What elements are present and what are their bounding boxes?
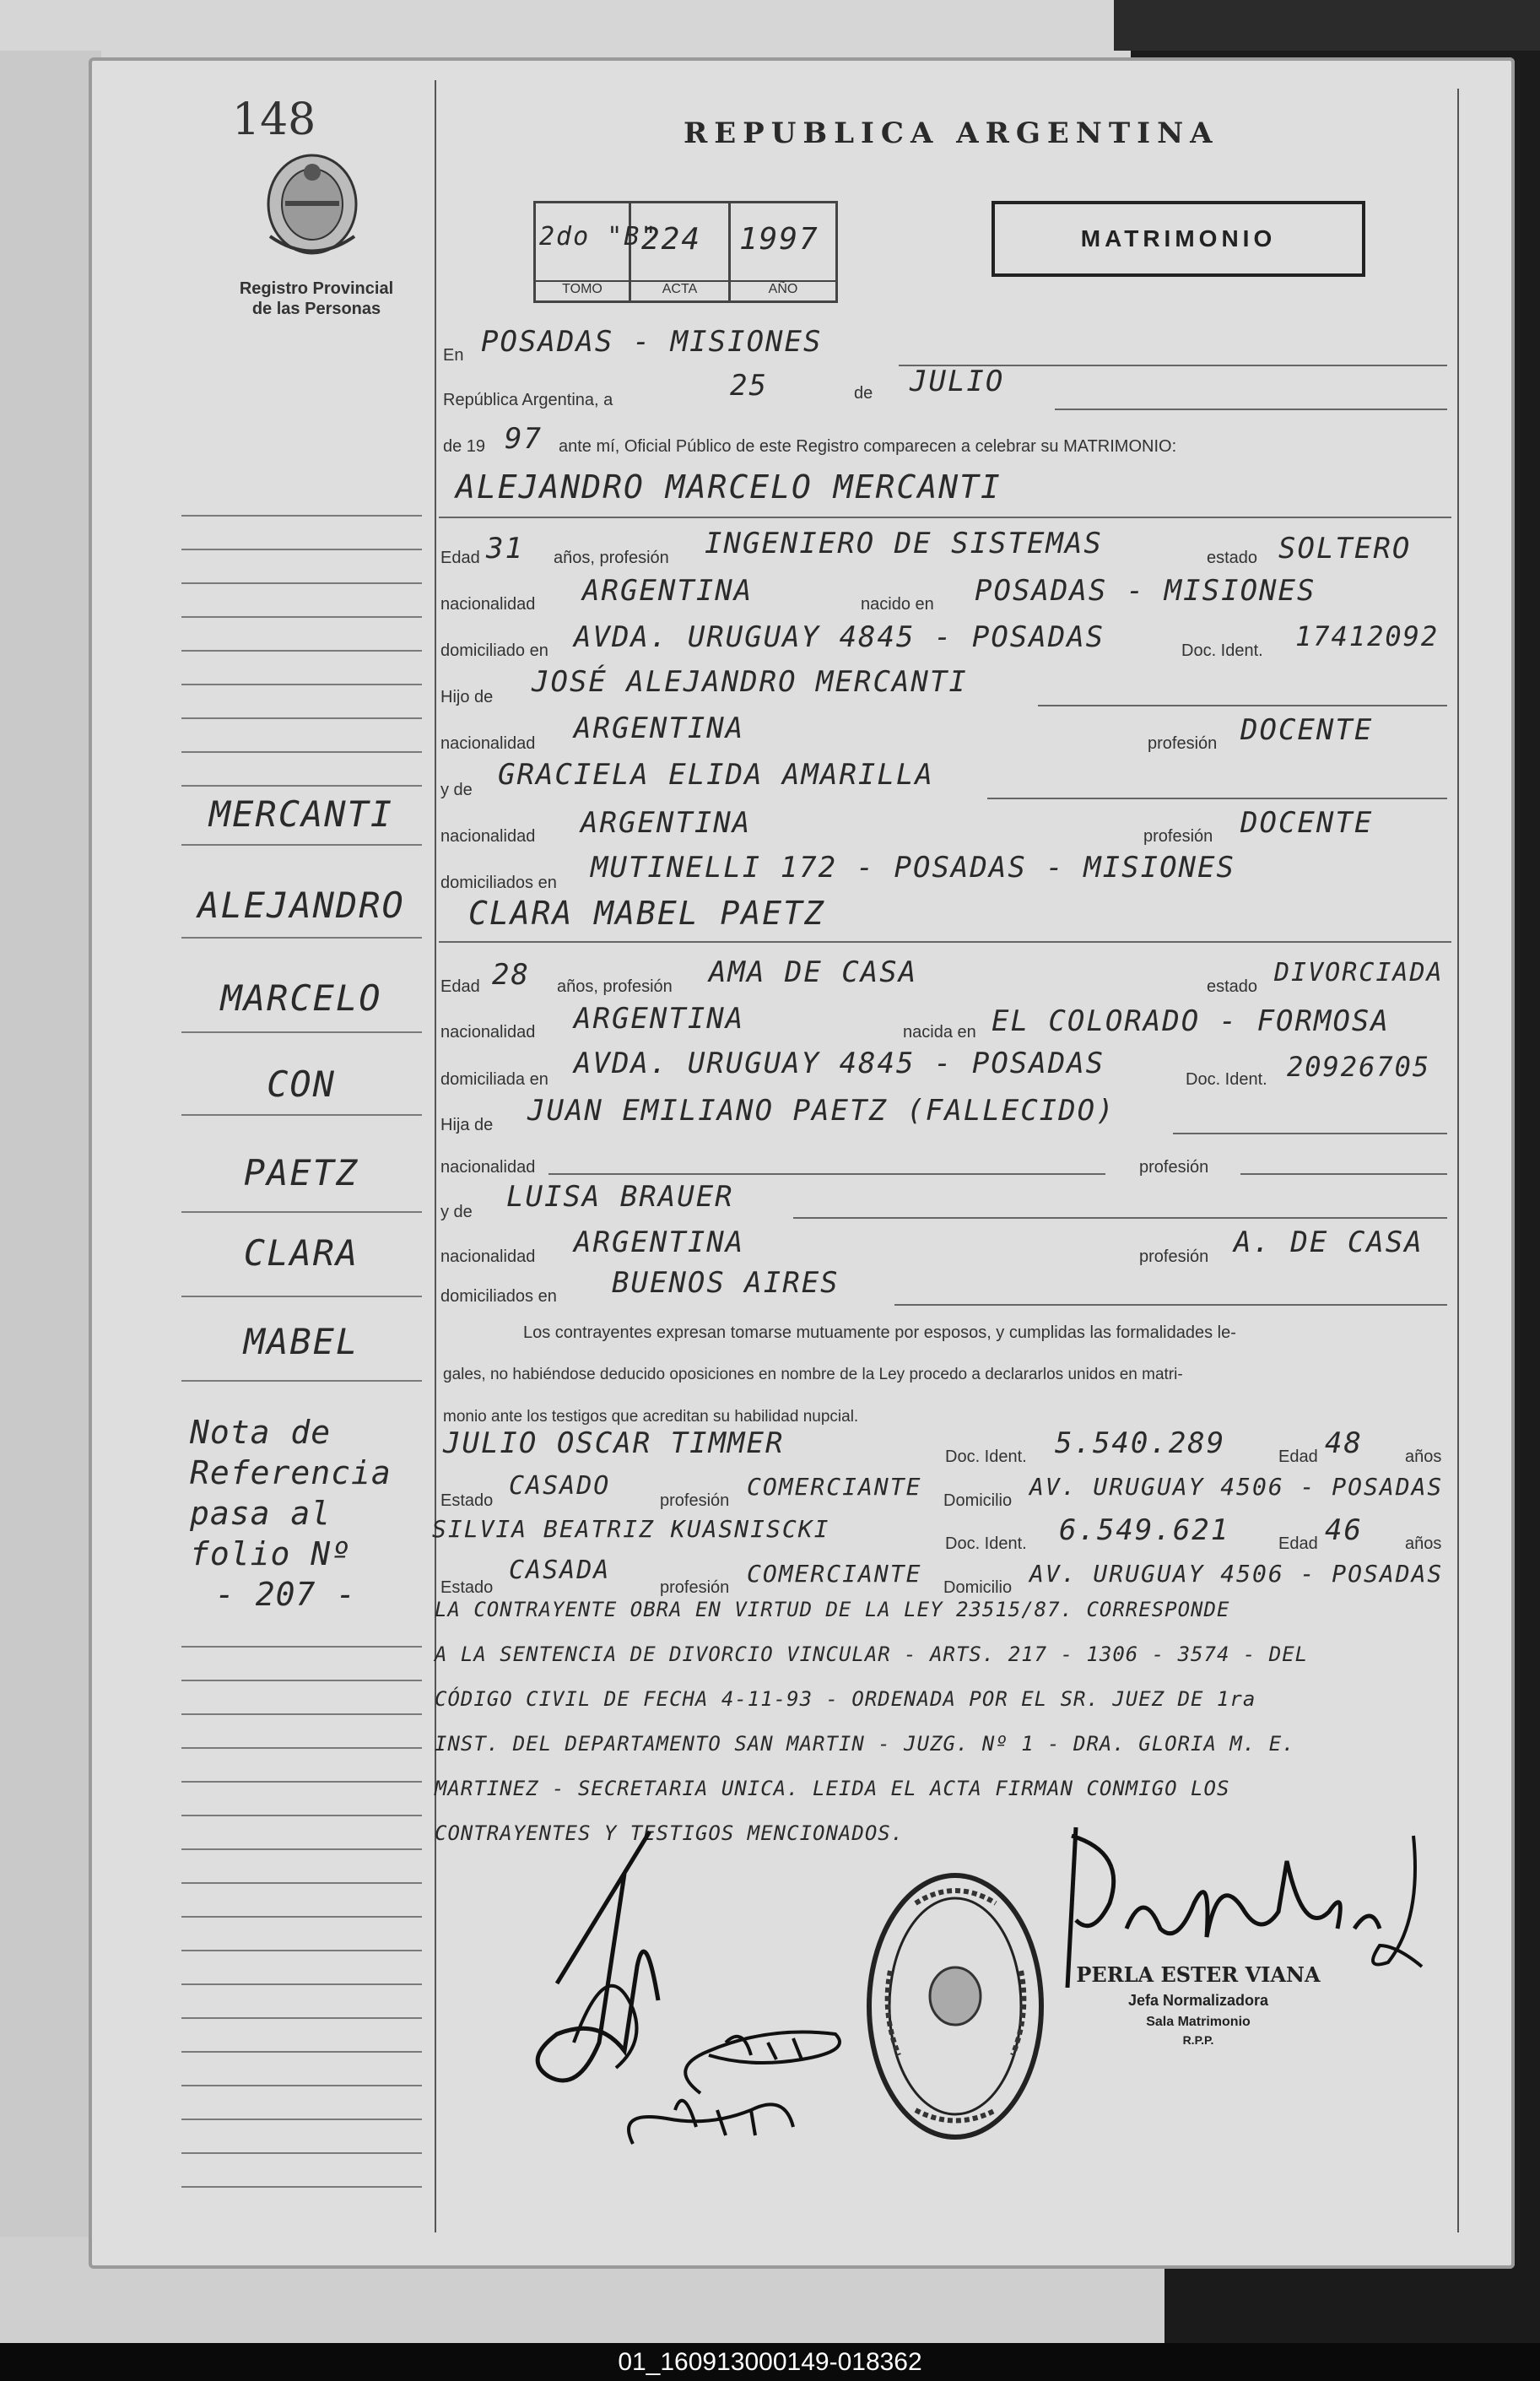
- witness1-address: AV. URUGUAY 4506 - POSADAS: [1029, 1473, 1444, 1501]
- groom-mother-prof-label: profesión: [1143, 827, 1213, 846]
- witness2-doc-label: Doc. Ident.: [945, 1534, 1027, 1553]
- registry-line1: Registro Provincial: [239, 279, 394, 298]
- witness2-estado-label: Estado: [440, 1578, 494, 1597]
- groom-father: JOSÉ ALEJANDRO MERCANTI: [532, 665, 968, 699]
- witness1-age: 48: [1325, 1426, 1363, 1460]
- bride-status: DIVORCIADA: [1274, 958, 1444, 988]
- groom-age: 31: [486, 532, 524, 565]
- bride-father-prof-label: profesión: [1139, 1158, 1209, 1177]
- ano-label: AÑO: [731, 280, 835, 297]
- bride-edad-label: Edad: [440, 977, 480, 996]
- country-title: REPUBLICA ARGENTINA: [684, 116, 1219, 150]
- witness1-prof-label: profesión: [660, 1491, 730, 1510]
- bride-parents-address: BUENOS AIRES: [612, 1266, 840, 1300]
- declaration-line3: monio ante los testigos que acreditan su habilidad nupcial.: [443, 1408, 859, 1426]
- official-seal: [865, 1870, 1046, 2144]
- declaration-line1: Los contrayentes expresan tomarse mutuamente por esposos, y cumplidas las formalidades le-: [523, 1323, 1236, 1342]
- acta-value: 224: [641, 222, 702, 257]
- groom-father-nationality: ARGENTINA: [574, 712, 745, 745]
- image-caption: 01_160913000149-018362: [0, 2343, 1540, 2381]
- bride-mother-profession: A. DE CASA: [1234, 1226, 1424, 1259]
- page-number: 148: [232, 95, 316, 145]
- bride-mother-nac-label: nacionalidad: [440, 1247, 536, 1266]
- bride-doc: 20926705: [1287, 1051, 1431, 1083]
- witness1-estado-label: Estado: [440, 1491, 494, 1510]
- margin-con: CON: [267, 1063, 336, 1105]
- margin-firstname-groom: ALEJANDRO: [197, 885, 405, 926]
- groom-edad-label: Edad: [440, 549, 480, 567]
- officer-abbr: R.P.P.: [1182, 2033, 1214, 2047]
- groom-doc-label: Doc. Ident.: [1181, 641, 1263, 660]
- republica-label: República Argentina, a: [443, 391, 613, 409]
- bride-mother: LUISA BRAUER: [506, 1180, 734, 1214]
- witness2-status: CASADA: [509, 1556, 611, 1585]
- bride-age: 28: [492, 958, 530, 992]
- witness2-address: AV. URUGUAY 4506 - POSADAS: [1029, 1560, 1444, 1588]
- record-box: [533, 201, 838, 303]
- officer-stamp: [1072, 1962, 1325, 2047]
- groom-profession: INGENIERO DE SISTEMAS: [705, 527, 1103, 560]
- witness2-prof-label: profesión: [660, 1578, 730, 1597]
- note-line: INST. DEL DEPARTAMENTO SAN MARTIN - JUZG. Nº 1 - DRA. GLORIA M. E.: [435, 1732, 1295, 1756]
- witness2-anos-label: años: [1405, 1534, 1442, 1553]
- bride-anos-label: años, profesión: [557, 977, 673, 996]
- margin-middlename-groom: MARCELO: [220, 977, 382, 1019]
- bride-estado-label: estado: [1207, 977, 1258, 996]
- place-value: POSADAS - MISIONES: [481, 325, 823, 359]
- groom-hijo-label: Hijo de: [440, 688, 494, 706]
- act-type-box: [992, 201, 1365, 277]
- year-suffix-value: 97: [505, 422, 543, 456]
- margin-column: [173, 498, 426, 2220]
- margin-reference-note: [190, 1414, 426, 1616]
- bride-hija-label: Hija de: [440, 1116, 494, 1134]
- witness2-name: SILVIA BEATRIZ KUASNISCKI: [432, 1515, 830, 1543]
- month-value: JULIO: [910, 365, 1005, 398]
- bride-birthplace: EL COLORADO - FORMOSA: [992, 1004, 1390, 1038]
- acta-label: ACTA: [631, 280, 728, 297]
- witness1-name: JULIO OSCAR TIMMER: [443, 1426, 785, 1460]
- note-line: Nota de: [190, 1414, 332, 1451]
- bride-father: JUAN EMILIANO PAETZ (FALLECIDO): [527, 1094, 1116, 1128]
- year-prefix-label: de 19: [443, 437, 486, 456]
- ano-value: 1997: [739, 222, 819, 257]
- act-type-label: MATRIMONIO: [1080, 225, 1277, 252]
- witness1-status: CASADO: [509, 1471, 611, 1501]
- groom-nacido-label: nacido en: [861, 595, 934, 614]
- bride-nac-label: nacionalidad: [440, 1023, 536, 1042]
- bride-mother-nationality: ARGENTINA: [574, 1226, 745, 1259]
- witness1-doc: 5.540.289: [1055, 1426, 1226, 1460]
- officer-title: Jefa Normalizadora: [1127, 1992, 1269, 2009]
- registry-name: [215, 279, 418, 319]
- groom-mother: GRACIELA ELIDA AMARILLA: [498, 758, 934, 792]
- bride-doms-label: domiciliados en: [440, 1287, 557, 1306]
- note-line: CÓDIGO CIVIL DE FECHA 4-11-93 - ORDENADA POR EL SR. JUEZ DE 1ra: [435, 1687, 1256, 1711]
- bride-dom-label: domiciliada en: [440, 1070, 548, 1089]
- groom-mother-line: [987, 798, 1447, 799]
- groom-address: AVDA. URUGUAY 4845 - POSADAS: [574, 620, 1105, 654]
- groom-dom-label: domiciliado en: [440, 641, 548, 660]
- bride-father-line: [1173, 1133, 1447, 1134]
- bride-mother-prof-label: profesión: [1139, 1247, 1209, 1266]
- groom-doc: 17412092: [1295, 620, 1440, 652]
- groom-father-prof-label: profesión: [1148, 734, 1218, 753]
- witness2-age: 46: [1325, 1513, 1363, 1547]
- margin-surname-groom: MERCANTI: [208, 793, 394, 835]
- witness1-dom-label: Domicilio: [943, 1491, 1013, 1510]
- groom-yde-label: y de: [440, 781, 473, 799]
- registry-line2: de las Personas: [251, 300, 381, 318]
- groom-estado-label: estado: [1207, 549, 1258, 567]
- witness1-profession: COMERCIANTE: [747, 1473, 922, 1501]
- left-page-edge: [0, 51, 101, 2245]
- groom-father-line: [1038, 705, 1447, 706]
- groom-doms-label: domiciliados en: [440, 874, 557, 892]
- groom-mother-nac-label: nacionalidad: [440, 827, 536, 846]
- note-line: CONTRAYENTES Y TESTIGOS MENCIONADOS.: [435, 1821, 905, 1845]
- tomo-label: TOMO: [536, 280, 629, 297]
- bride-father-nac-label: nacionalidad: [440, 1158, 536, 1177]
- groom-mother-profession: DOCENTE: [1240, 806, 1374, 840]
- witness1-doc-label: Doc. Ident.: [945, 1448, 1027, 1466]
- groom-anos-label: años, profesión: [554, 549, 669, 567]
- margin-middlename-bride: MABEL: [243, 1321, 359, 1362]
- intro-text: ante mí, Oficial Público de este Registro comparecen a celebrar su MATRIMONIO:: [559, 437, 1177, 456]
- note-line: Referencia: [190, 1454, 392, 1491]
- officer-name: PERLA ESTER VIANA: [1076, 1962, 1321, 1987]
- groom-father-profession: DOCENTE: [1240, 713, 1374, 747]
- groom-birthplace: POSADAS - MISIONES: [975, 574, 1316, 608]
- note-line: A LA SENTENCIA DE DIVORCIO VINCULAR - ARTS. 217 - 1306 - 3574 - DEL: [435, 1642, 1309, 1666]
- witness2-profession: COMERCIANTE: [747, 1560, 922, 1588]
- bride-doc-label: Doc. Ident.: [1186, 1070, 1267, 1089]
- bride-name: CLARA MABEL PAETZ: [468, 895, 825, 932]
- witness2-dom-label: Domicilio: [943, 1578, 1013, 1597]
- groom-parents-address: MUTINELLI 172 - POSADAS - MISIONES: [591, 851, 1235, 885]
- coat-of-arms-emblem: [262, 152, 363, 262]
- witness2-edad-label: Edad: [1278, 1534, 1318, 1553]
- bride-nationality: ARGENTINA: [574, 1002, 745, 1036]
- tomo-value: 2do "B": [539, 222, 658, 252]
- groom-name: ALEJANDRO MARCELO MERCANTI: [456, 468, 1002, 506]
- note-line: - 207 -: [215, 1576, 357, 1613]
- bride-father-prof-line: [1240, 1173, 1447, 1175]
- column-divider-right: [1457, 89, 1459, 2232]
- groom-nac-label: nacionalidad: [440, 595, 536, 614]
- note-line: pasa al: [190, 1495, 332, 1532]
- groom-father-nac-label: nacionalidad: [440, 734, 536, 753]
- note-line: MARTINEZ - SECRETARIA UNICA. LEIDA EL ACTA FIRMAN CONMIGO LOS: [435, 1777, 1230, 1800]
- en-label: En: [443, 346, 464, 365]
- margin-surname-bride: PAETZ: [243, 1152, 359, 1193]
- declaration-line2: gales, no habiéndose deducido oposiciones en nombre de la Ley procedo a declararlos unidos en matri-: [443, 1366, 1183, 1383]
- month-line: [1055, 409, 1447, 410]
- groom-mother-nationality: ARGENTINA: [581, 806, 752, 840]
- witness1-anos-label: años: [1405, 1448, 1442, 1466]
- margin-firstname-bride: CLARA: [243, 1232, 359, 1274]
- day-value: 25: [730, 369, 768, 403]
- groom-name-line: [439, 517, 1451, 518]
- bride-parents-address-line: [894, 1304, 1447, 1306]
- note-line: LA CONTRAYENTE OBRA EN VIRTUD DE LA LEY 23515/87. CORRESPONDE: [435, 1598, 1230, 1621]
- bride-father-nac-line: [548, 1173, 1105, 1175]
- witness1-edad-label: Edad: [1278, 1448, 1318, 1466]
- groom-status: SOLTERO: [1278, 532, 1412, 565]
- bride-yde-label: y de: [440, 1203, 473, 1221]
- note-line: folio Nº: [190, 1535, 352, 1572]
- de-label: de: [854, 384, 873, 403]
- bride-nacida-label: nacida en: [903, 1023, 976, 1042]
- witness2-doc: 6.549.621: [1059, 1513, 1230, 1547]
- bride-profession: AMA DE CASA: [709, 955, 918, 989]
- bride-name-line: [439, 941, 1451, 943]
- bride-mother-line: [793, 1217, 1447, 1219]
- column-divider-left: [435, 80, 436, 2232]
- background-dark: [1114, 0, 1540, 51]
- groom-nationality: ARGENTINA: [582, 574, 754, 608]
- bride-address: AVDA. URUGUAY 4845 - POSADAS: [574, 1047, 1105, 1080]
- officer-office: Sala Matrimonio: [1146, 2015, 1251, 2029]
